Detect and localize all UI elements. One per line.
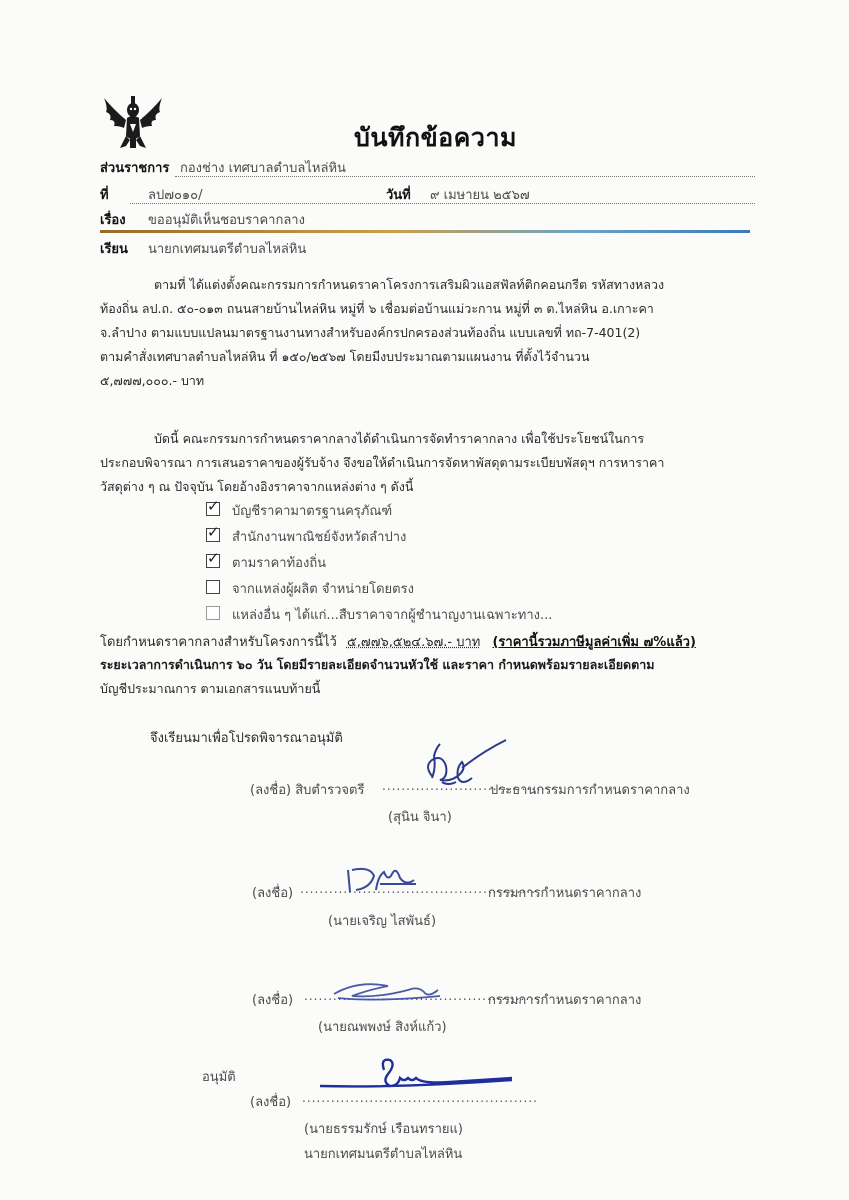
garuda-emblem-icon [100, 92, 166, 152]
sig3-prefix: (ลงชื่อ) [252, 993, 294, 1008]
para2-line: ประกอบพิจารณา การเสนอราคาของผู้รับจ้าง จึงขอให้ดำเนินการจัดหาพัสดุตามระเบียบพัสดุฯ การหาราคา [100, 455, 665, 470]
signature-2-icon [340, 862, 420, 898]
checklist-item-label: ตามราคาท้องถิ่น [232, 556, 327, 571]
para1-line: ท้องถิ่น ลป.ถ. ๕๐-๐๑๓ ถนนสายบ้านไหล่หิน หมู่ที่ ๖ เชื่อมต่อบ้านแม่วะกาน หมู่ที่ ๓ ต.ไหล่หิน อ.เกาะคา [100, 301, 654, 316]
duration-line: ระยะเวลาการดำเนินการ ๖๐ วัน โดยมีรายละเอียดจำนวนหัวใช้ และราคา กำหนดพร้อมรายละเอียดตาม [100, 657, 655, 672]
checkbox-local-price[interactable] [206, 554, 220, 568]
sig3-name: (นายณพพงษ์ สิงห์แก้ว) [318, 1020, 447, 1035]
agency-value: กองช่าง เทศบาลตำบลไหล่หิน [180, 161, 346, 176]
approval-prefix: (ลงชื่อ) [250, 1095, 292, 1110]
approval-dotline: ................................................. [302, 1091, 538, 1105]
header-divider [100, 230, 750, 233]
checklist-item-label: แหล่งอื่น ๆ ได้แก่...สืบราคาจากผู้ชำนาญงานเฉพาะทาง... [232, 608, 553, 623]
para1-line: ตามที่ ได้แต่งตั้งคณะกรรมการกำหนดราคาโครงการเสริมผิวแอสฟัลท์ติกคอนกรีต รหัสทางหลวง [154, 277, 665, 292]
para2-line: บัดนี้ คณะกรรมการกำหนดราคากลางได้ดำเนินการจัดทำราคากลาง เพื่อใช้ประโยชน์ในการ [154, 431, 645, 446]
sig3-role: กรรมการกำหนดราคากลาง [488, 993, 642, 1008]
sig2-prefix: (ลงชื่อ) [252, 886, 294, 901]
checkbox-other-sources[interactable] [206, 606, 220, 620]
doc-no-value: ลป๗๐๑๐/ [148, 188, 203, 203]
para2 [100, 427, 760, 499]
para1-line: จ.ลำปาง ตามแบบแปลนมาตรฐานงานทางสำหรับองค์กรปกครองส่วนท้องถิ่น แบบเลขที่ ทถ-7-401(2) [100, 325, 641, 340]
total-value: ๕,๗๗๖,๕๒๔.๖๗.- บาท [346, 635, 481, 650]
sig1-dotline: .................................... [382, 779, 556, 793]
sig2-name: (นายเจริญ ไสพันธ์) [328, 914, 437, 929]
checklist-item-label: สำนักงานพาณิชย์จังหวัดลำปาง [232, 530, 407, 545]
doc-no-label: ที่ [100, 188, 109, 203]
checkbox-manufacturer[interactable] [206, 580, 220, 594]
approval-name: (นายธรรมรักษ์ เรือนทรายแ) [304, 1122, 463, 1137]
sig2-role: กรรมการกำหนดราคากลาง [488, 886, 642, 901]
signature-3-icon [328, 976, 448, 1006]
sig1-role: ประธานกรรมการกำหนดราคากลาง [490, 783, 690, 798]
date-label: วันที่ [386, 188, 411, 203]
checkbox-standard-price[interactable] [206, 502, 220, 516]
date-value: ๙ เมษายน ๒๕๖๗ [430, 188, 530, 203]
sig1-prefix: (ลงชื่อ) สิบตำรวจตรี [250, 783, 365, 798]
agency-label: ส่วนราชการ [100, 161, 170, 176]
duration-line: บัญชีประมาณการ ตามเอกสารแนบท้ายนี้ [100, 681, 321, 696]
checklist-item-label: บัญชีราคามาตรฐานครุภัณฑ์ [232, 504, 393, 519]
no-date-rule [130, 203, 755, 204]
sig3-dotline: ................................................. [304, 989, 540, 1003]
total-line [100, 631, 696, 652]
page-title: บันทึกข้อความ [354, 123, 517, 152]
agency-rule [175, 176, 755, 177]
approval-label: อนุมัติ [202, 1070, 236, 1085]
para1-line: ๕,๗๗๗,๐๐๐.- บาท [100, 373, 205, 388]
para2-line: วัสดุต่าง ๆ ณ ปัจจุบัน โดยอ้างอิงราคาจากแหล่งต่าง ๆ ดังนี้ [100, 479, 414, 494]
total-prefix: โดยกำหนดราคากลางสำหรับโครงการนี้ไว้ [100, 635, 337, 650]
approval-signature-icon [300, 1052, 520, 1096]
para1 [100, 273, 760, 393]
subject-value: ขออนุมัติเห็นชอบราคากลาง [148, 213, 305, 228]
to-value: นายกเทศมนตรีตำบลไหล่หิน [148, 242, 307, 257]
closing-text: จึงเรียนมาเพื่อโปรดพิจารณาอนุมัติ [150, 731, 343, 746]
total-note: (ราคานี้รวมภาษีมูลค่าเพิ่ม ๗%แล้ว) [492, 635, 696, 650]
checkbox-commerce-office[interactable] [206, 528, 220, 542]
checklist-item-label: จากแหล่งผู้ผลิต จำหน่ายโดยตรง [232, 582, 414, 597]
para1-line: ตามคำสั่งเทศบาลตำบลไหล่หิน ที่ ๑๕๐/๒๕๖๗ โดยมีงบประมาณตามแผนงาน ที่ตั้งไว้จำนวน [100, 349, 590, 364]
signature-1-icon [412, 738, 512, 793]
duration-para [100, 653, 760, 701]
to-label: เรียน [100, 242, 128, 257]
sig2-dotline: ................................................. [300, 882, 536, 896]
subject-label: เรื่อง [100, 213, 126, 228]
approval-position: นายกเทศมนตรีตำบลไหล่หิน [304, 1147, 463, 1162]
sig1-name: (สุนิน จินา) [388, 810, 452, 825]
